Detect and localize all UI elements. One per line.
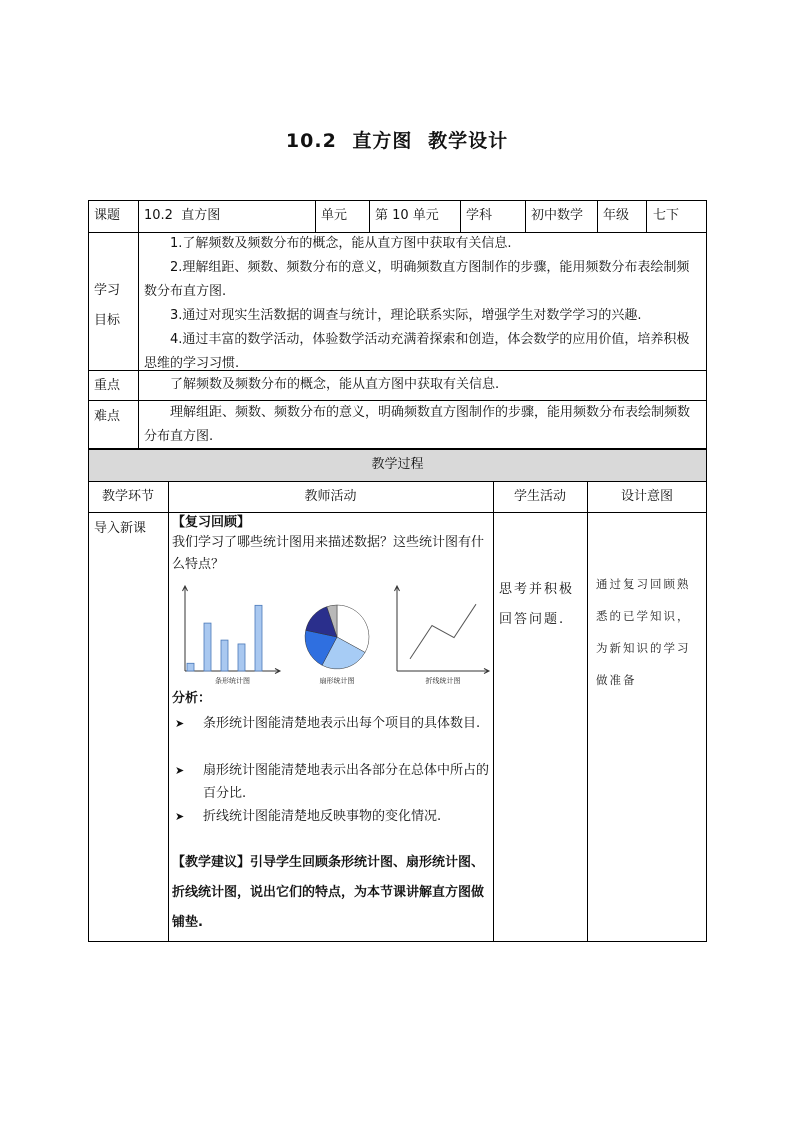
analysis-heading: 分析： — [172, 691, 212, 706]
bar — [238, 644, 245, 671]
arrow-bullet-icon: ➤ — [175, 810, 185, 823]
objectives-label: 学习 目标 — [94, 283, 121, 328]
line-chart-caption: 折线统计图 — [425, 677, 461, 685]
key-point-label: 重点 — [94, 378, 121, 393]
topic-label: 课题 — [94, 208, 121, 223]
objective-item: 2.理解组距、频数、频数分布的意义，明确频数直方图制作的步骤，能用频数分布表绘制频数分布直方图. — [144, 260, 690, 299]
bar — [204, 623, 211, 671]
col-intent-header: 设计意图 — [620, 489, 673, 504]
review-heading: 【复习回顾】 — [172, 515, 251, 530]
page-title — [0, 126, 794, 153]
pie-chart — [305, 605, 369, 685]
unit-value: 第 10 单元 — [375, 208, 439, 223]
topic-value: 10.2 直方图 — [144, 208, 221, 223]
grade-label: 年级 — [603, 208, 630, 223]
title-number: 10.2 — [285, 130, 337, 152]
bar-chart — [183, 586, 281, 685]
unit-label: 单元 — [321, 208, 348, 223]
col-student-header: 学生活动 — [513, 489, 566, 504]
series-line — [410, 604, 476, 659]
student-activity: 思考并积极回答问题. — [499, 582, 575, 627]
objectives-list — [144, 232, 702, 376]
design-intent: 通过复习回顾熟悉的已学知识，为新知识的学习做准备 — [596, 577, 691, 687]
stage-intro: 导入新课 — [94, 521, 147, 536]
bullet-pie: ➤ 扇形统计图能清楚地表示出各部分在总体中所占的百分比. — [175, 759, 489, 805]
subject-label: 学科 — [466, 208, 493, 223]
bullet-line: ➤ 折线统计图能清楚地反映事物的变化情况. — [175, 805, 489, 828]
objective-item: 4.通过丰富的数学活动，体验数学活动充满着探索和创造，体会数学的应用价值，培养积极思维的学习习惯. — [144, 332, 690, 371]
bar-chart-caption: 条形统计图 — [215, 677, 250, 685]
subject-value: 初中数学 — [531, 208, 584, 223]
difficulty-text: 理解组距、频数、频数分布的意义，明确频数直方图制作的步骤，能用频数分布表绘制频数分布直方图. — [144, 405, 691, 444]
col-stage-header: 教学环节 — [101, 489, 154, 504]
objective-item: 1.了解频数及频数分布的概念，能从直方图中获取有关信息. — [170, 236, 512, 251]
bullet-bar: ➤ 条形统计图能清楚地表示出每个项目的具体数目. — [175, 712, 489, 735]
teaching-suggestion: 【教学建议】引导学生回顾条形统计图、扇形统计图、折线统计图，说出它们的特点，为本节课讲解直方图做铺垫. — [172, 855, 485, 930]
arrow-bullet-icon: ➤ — [175, 717, 185, 730]
bar — [255, 605, 262, 671]
difficulty-label: 难点 — [94, 409, 121, 424]
stat-charts — [168, 582, 493, 688]
key-point-text: 了解频数及频数分布的概念，能从直方图中获取有关信息. — [170, 377, 500, 392]
line-chart — [395, 586, 490, 685]
objective-item: 3.通过对现实生活数据的调查与统计，理论联系实际，增强学生对数学学习的兴趣. — [170, 308, 642, 323]
pie-chart-caption: 扇形统计图 — [319, 677, 355, 685]
title-suffix: 教学设计 — [428, 130, 509, 152]
bar — [221, 640, 228, 671]
review-question: 我们学习了哪些统计图用来描述数据？这些统计图有什么特点？ — [172, 535, 485, 572]
grade-value: 七下 — [653, 208, 680, 223]
process-header: 教学过程 — [371, 457, 424, 472]
title-name: 直方图 — [352, 130, 413, 152]
bar — [187, 663, 194, 671]
col-teacher-header: 教师活动 — [304, 489, 357, 504]
arrow-bullet-icon: ➤ — [175, 764, 185, 777]
